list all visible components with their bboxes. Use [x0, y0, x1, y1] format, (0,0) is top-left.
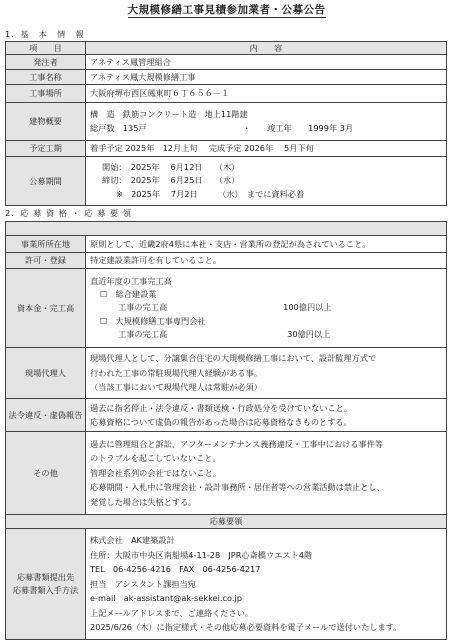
row-label-office: 事業所所在地	[6, 236, 86, 253]
row-value-capital	[86, 269, 447, 348]
row-label-agent: 現場代理人	[6, 348, 86, 399]
contact-company: 株式会社 AK建築設計	[90, 535, 175, 546]
row-label-project: 工事名称	[6, 70, 86, 85]
cat-general: 総合建設業	[115, 289, 157, 300]
row-label-client: 発注者	[6, 55, 86, 70]
header-content: 内 容	[86, 42, 447, 55]
row-label-contact	[6, 529, 86, 640]
row-label-violation: 法令違反・虚偽報告	[6, 399, 86, 432]
units-value: 135戸	[122, 122, 147, 133]
table-row	[6, 399, 447, 432]
start-label: 着手予定	[90, 143, 123, 154]
table-row	[6, 253, 447, 269]
contact-email[interactable]: e-mail ak-assistant@ak-sekkei.co.jp	[90, 593, 242, 604]
checkbox-specialist: ☐	[100, 315, 108, 326]
row-label-license: 許可・登録	[6, 253, 86, 269]
cat-specialist: 大規模修繕工事専門会社	[115, 315, 206, 326]
sub-specialist: 工事の完工高	[118, 328, 168, 339]
row-value-site: 大阪府堺市西区鳳東町６丁６５６－１	[86, 85, 447, 103]
docs-note: までに資料必着	[246, 188, 305, 199]
row-value-period	[86, 157, 447, 206]
contact-person: 担当 アシスタント課担当宛	[90, 578, 196, 589]
row-label-other: その他	[6, 432, 86, 515]
blank-header-row	[6, 222, 447, 236]
amt-general: 100億円以上	[283, 302, 332, 313]
row-label-period: 公募期間	[6, 157, 86, 206]
row-label-building: 建物概要	[6, 103, 86, 141]
contact-note: 上記メールアドレスまで、ご連絡ください。	[90, 607, 254, 618]
basic-info-table	[5, 41, 447, 206]
table-row	[6, 157, 447, 206]
row-label-schedule: 予定工期	[6, 141, 86, 157]
close-label: 締切：	[102, 175, 123, 186]
end-label: 完成予定	[208, 143, 242, 154]
open-day: （木）	[218, 162, 240, 173]
amt-specialist: 30億円以上	[287, 328, 331, 339]
agent-line: （当該工事において現場代理人は常駐が必須）	[90, 382, 262, 393]
table-row	[6, 269, 447, 348]
start-value: 2025年 12月上旬	[125, 143, 198, 154]
agent-line: 現場代理人として、分譲集合住宅の大規模修繕工事において、設計監理方式で	[90, 353, 377, 364]
table-row	[6, 85, 447, 103]
contact-phone: TEL 06-4256-4216 FAX 06-4256-4217	[90, 564, 261, 575]
building-structure: 構 造 鉄筋コンクリート造	[90, 109, 197, 120]
other-line: のトラブルを起こしていないこと。	[90, 453, 221, 464]
qualification-table	[5, 221, 447, 640]
building-floors: 地上11階建	[204, 109, 248, 120]
table-row	[6, 348, 447, 399]
row-value-schedule	[86, 141, 447, 157]
table-row	[6, 432, 447, 515]
row-value-office: 原則として、近畿2府4県に本社・支店・営業所の登記が為されていること。	[86, 236, 447, 253]
close-day: （水）	[218, 175, 240, 186]
row-value-client: アネティス鳳管理組合	[86, 55, 447, 70]
title-text: 大規模修繕工事見積参加業者・公募公告	[127, 4, 326, 16]
section2-heading: 2．応 募 資 格 ・ 応 募 要 領	[5, 208, 132, 218]
row-value-project: アネティス鳳大規模修繕工事	[86, 70, 447, 85]
docs-date: 2025年 7月2日	[131, 188, 198, 199]
section1-heading: 1．基 本 情 報	[5, 29, 85, 39]
row-value-other	[86, 432, 447, 515]
table-row	[6, 236, 447, 253]
open-label: 開始：	[102, 162, 123, 173]
other-line: 応募期間・入札中に管理会社・設計事務所・居住者等への営業活動は禁止とし、	[90, 482, 385, 493]
row-value-license: 特定建設業許可を有していること。	[86, 253, 447, 269]
table-row	[6, 55, 447, 70]
other-line: 過去に管理組合と訴訟、アフターメンテナンス義務違反・工事中における事件等	[90, 438, 384, 449]
contact-send-date: 2025/6/26（木）に指定様式・その他応募必要資料を電子メールで送付いたします。	[90, 622, 402, 633]
contact-label-1: 応募書類提出先	[16, 571, 75, 582]
note-mark: ※	[116, 188, 123, 199]
other-line: 管理会社系列の会社ではないこと。	[90, 467, 222, 478]
table-row	[6, 141, 447, 157]
units-label: 総戸数	[90, 122, 115, 133]
page-title	[0, 2, 453, 17]
guide-header-row	[6, 515, 447, 529]
agent-line: 行われた工事の常駐現場代理人経験がある事。	[90, 367, 262, 378]
built-value: 1999年 3月	[308, 122, 354, 133]
sub-general: 工事の完工高	[118, 302, 168, 313]
row-label-capital: 資本金・完工高	[6, 269, 86, 348]
guide-header: 応募要領	[6, 515, 447, 529]
violation-line: 過去に指名停止・法令違反・書類送検・行政処分を受けていないこと。	[90, 402, 353, 413]
docs-day: （水）	[222, 188, 239, 199]
other-line: 発覚した場合は失格とする。	[90, 496, 197, 507]
checkbox-general: ☐	[100, 289, 108, 300]
built-label: ・ 竣工年	[242, 122, 292, 133]
row-value-agent	[86, 348, 447, 399]
row-value-contact	[86, 529, 447, 640]
row-value-violation	[86, 399, 447, 432]
blank-header	[6, 222, 447, 236]
end-value: 2026年 5月下旬	[244, 143, 314, 154]
table-header-row	[6, 42, 447, 55]
row-value-building	[86, 103, 447, 141]
violation-line: 応募資格について虚偽の報告があった場合は応募資格なきものとする。	[90, 417, 352, 427]
row-label-site: 工事場所	[6, 85, 86, 103]
contact-label-2: 応募書類入手方法	[12, 585, 79, 595]
header-item: 項 目	[6, 42, 86, 55]
table-row	[6, 529, 447, 640]
table-row	[6, 70, 447, 85]
capital-intro: 直近年度の工事完工高	[90, 276, 172, 287]
contact-address: 住所：大阪市中央区南船場4-11-28 JPR心斎橋ウエスト4階	[90, 549, 313, 560]
open-date: 2025年 6月12日	[130, 162, 203, 173]
table-row	[6, 103, 447, 141]
close-date: 2025年 6月25日	[130, 175, 203, 186]
